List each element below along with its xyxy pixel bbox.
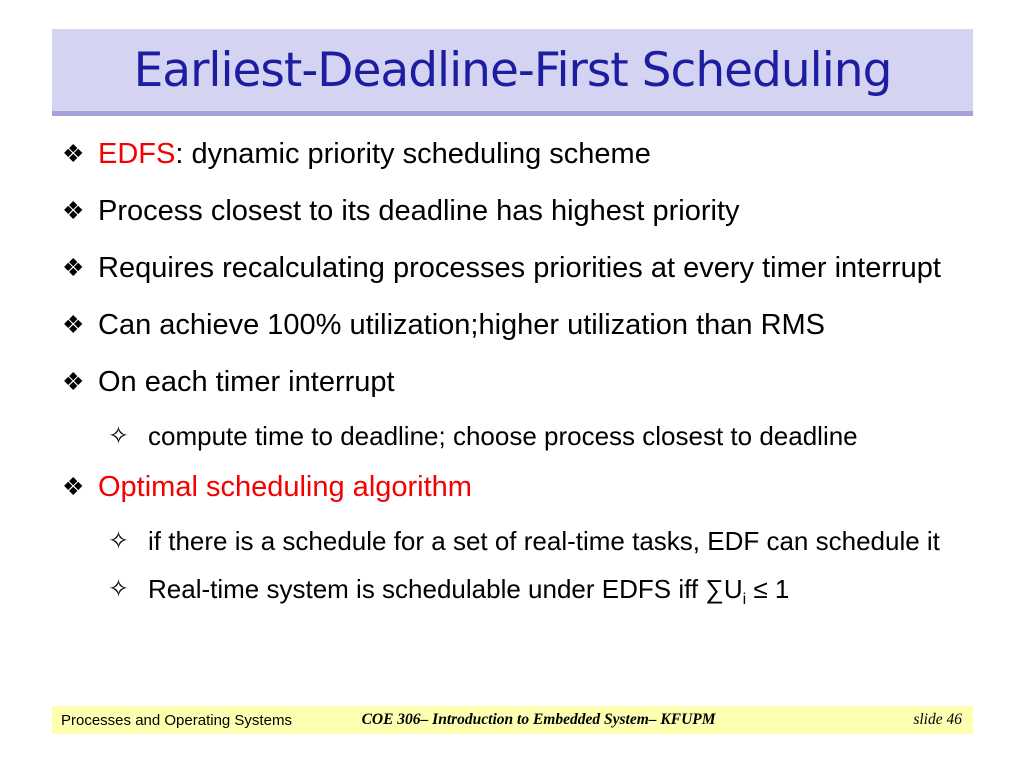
star-bullet-icon: ✧ — [108, 527, 129, 555]
formula-tail: ≤ 1 — [746, 574, 790, 604]
diamond-bullet-icon: ❖ — [62, 368, 85, 396]
sub-bullet-text: if there is a schedule for a set of real-time tasks, EDF can schedule it — [148, 526, 940, 556]
bullet-item — [62, 361, 1002, 403]
bullet-text: Can achieve 100% utilization;higher utilization than RMS — [98, 309, 826, 341]
bullet-item — [62, 466, 1002, 508]
diamond-bullet-icon: ❖ — [62, 197, 85, 225]
bullet-item — [62, 133, 1002, 175]
slide-number: slide 46 — [913, 711, 962, 728]
sub-bullet-item — [108, 418, 1002, 455]
footer-course-title: COE 306– Introduction to Embedded System– KFUPM — [361, 711, 716, 728]
bullet-text: Optimal scheduling algorithm — [98, 471, 472, 503]
slide-title: Earliest-Deadline-First Scheduling — [133, 42, 892, 98]
star-bullet-icon: ✧ — [108, 422, 129, 450]
slide-title-banner — [52, 29, 973, 116]
bullet-item — [62, 190, 1002, 232]
bullet-text: Process closest to its deadline has highest priority — [98, 195, 740, 227]
bullet-text-rest: : dynamic priority scheduling scheme — [175, 138, 651, 170]
bullet-text — [98, 133, 651, 175]
diamond-bullet-icon: ❖ — [62, 254, 85, 282]
sub-bullet-text: compute time to deadline; choose process closest to deadline — [148, 421, 858, 451]
sub-bullet-item — [108, 523, 1002, 560]
edfs-term: EDFS — [98, 138, 176, 170]
bullet-item — [62, 247, 1002, 289]
sub-bullet-text — [148, 571, 789, 608]
star-bullet-icon: ✧ — [108, 575, 129, 603]
footer-course-topic: Processes and Operating Systems — [61, 711, 292, 729]
footer-bar — [52, 706, 973, 734]
bullet-text: Requires recalculating processes priorities at every timer interrupt — [98, 252, 941, 284]
diamond-bullet-icon: ❖ — [62, 311, 85, 339]
formula-subscript: i — [742, 590, 747, 609]
formula-text: Real-time system is schedulable under EDFS iff ∑U — [148, 574, 743, 604]
diamond-bullet-icon: ❖ — [62, 473, 85, 501]
slide-body — [62, 133, 1002, 619]
sub-bullet-item — [108, 571, 1002, 608]
bullet-text: On each timer interrupt — [98, 366, 395, 398]
diamond-bullet-icon: ❖ — [62, 140, 85, 168]
bullet-item — [62, 304, 1002, 346]
